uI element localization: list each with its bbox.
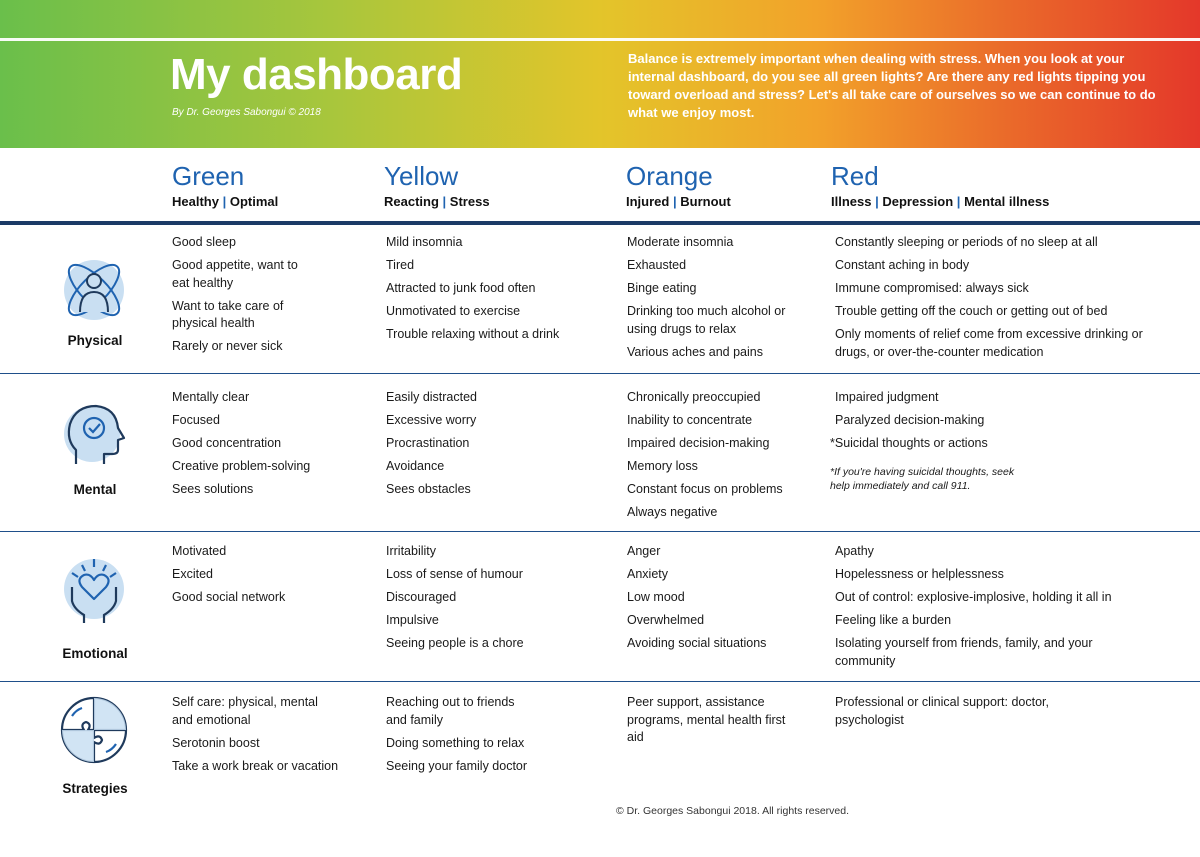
list-item: Constantly sleeping or periods of no sleep at all xyxy=(835,235,1098,249)
column-subtitle xyxy=(831,194,1049,209)
list-item: Anger xyxy=(627,544,661,558)
column-name: Red xyxy=(831,161,879,191)
list-item: Anxiety xyxy=(627,567,668,581)
column-name: Green xyxy=(172,161,245,191)
row-label-physical: Physical xyxy=(67,333,123,348)
column-subtitle xyxy=(626,194,731,209)
list-item: Easily distracted xyxy=(386,390,478,404)
list-item: Irritability xyxy=(386,544,437,558)
list-item: Immune compromised: always sick xyxy=(835,281,1029,295)
row-label-mental: Mental xyxy=(73,482,117,497)
column-name: Yellow xyxy=(384,161,459,191)
list-item: Various aches and pains xyxy=(627,344,763,359)
list-item: Excessive worry xyxy=(386,413,477,427)
list-item: Seeing your family doctor xyxy=(386,758,528,773)
list-item: Professional or clinical support: doctor, psychologist xyxy=(835,695,1049,727)
list-item: Overwhelmed xyxy=(627,613,705,627)
list-item: Loss of sense of humour xyxy=(386,567,523,581)
list-item: Good sleep xyxy=(172,235,236,249)
subtitle-part: Illness xyxy=(831,194,872,209)
list-item: Binge eating xyxy=(627,281,697,295)
list-item: Impaired judgment xyxy=(835,390,939,404)
row-divider xyxy=(0,373,1200,374)
header-divider xyxy=(0,38,1200,41)
emotional-orange-cell xyxy=(627,543,827,658)
separator: | xyxy=(956,194,961,209)
list-item: Impaired decision-making xyxy=(627,436,770,450)
subtitle-part: Mental illness xyxy=(964,194,1050,209)
list-item: Only moments of relief come from excessive drinking or drugs, or over-the-counter medication xyxy=(835,327,1143,359)
subtitle-part: Depression xyxy=(882,194,954,209)
mental-green-cell xyxy=(172,389,372,504)
list-item: Peer support, assistance programs, mental health first aid xyxy=(627,695,786,744)
subtitle-part: Stress xyxy=(449,194,490,209)
subtitle-part: Burnout xyxy=(680,194,731,209)
list-item: Mild insomnia xyxy=(386,235,463,249)
intro-text: Balance is extremely important when dealing with stress. When you look at your internal dashboard, do you see all green lights? Are there any red lights tipping you toward overload and stress? Let's all take care of ourselves so we can continue to do what we enjoy most. xyxy=(628,51,1156,120)
hands-heart-icon xyxy=(58,553,130,625)
list-item: Sees solutions xyxy=(172,482,254,496)
list-item: Good concentration xyxy=(172,436,282,450)
subtitle-part: Healthy xyxy=(172,194,219,209)
list-item: Drinking too much alcohol or using drugs to relax xyxy=(627,304,786,336)
list-item: Trouble getting off the couch or getting out of bed xyxy=(835,304,1108,318)
column-heading-green xyxy=(172,162,278,209)
list-item: Avoidance xyxy=(386,459,445,473)
list-item: Take a work break or vacation xyxy=(172,758,339,773)
physical-yellow-cell xyxy=(386,234,616,349)
list-item: Apathy xyxy=(835,544,874,558)
head-check-icon xyxy=(58,400,130,472)
list-item: Self care: physical, mental and emotional xyxy=(172,695,318,727)
header-banner xyxy=(0,0,1200,148)
list-item: Tired xyxy=(386,258,415,272)
list-item: Inability to concentrate xyxy=(627,413,753,427)
subtitle-part: Reacting xyxy=(384,194,439,209)
page-title: My dashboard xyxy=(170,50,463,99)
list-item: Procrastination xyxy=(386,436,470,450)
list-item: Constant aching in body xyxy=(835,258,970,272)
mental-orange-cell xyxy=(627,389,827,527)
list-item: Reaching out to friends and family xyxy=(386,695,515,727)
list-item: Want to take care of physical health xyxy=(172,298,284,330)
list-item: Good social network xyxy=(172,590,286,604)
physical-red-cell xyxy=(835,234,1175,367)
list-item: Exhausted xyxy=(627,258,687,272)
list-item: Out of control: explosive-implosive, holding it all in xyxy=(835,590,1112,604)
column-heading-yellow xyxy=(384,162,490,209)
separator: | xyxy=(672,194,677,209)
heading-divider xyxy=(0,221,1200,225)
copyright-footer: © Dr. Georges Sabongui 2018. All rights reserved. xyxy=(616,805,850,817)
row-label-strategies: Strategies xyxy=(62,781,128,796)
separator: | xyxy=(875,194,879,209)
strategies-green-cell xyxy=(172,694,372,781)
list-item: Focused xyxy=(172,413,220,427)
column-heading-orange xyxy=(626,162,731,209)
row-divider xyxy=(0,531,1200,532)
list-item: Creative problem-solving xyxy=(172,459,311,473)
row-label-emotional: Emotional xyxy=(62,646,128,661)
physical-orange-cell xyxy=(627,234,807,367)
subtitle-part: Injured xyxy=(626,194,670,209)
list-item: Trouble relaxing without a drink xyxy=(386,327,560,341)
list-item: Unmotivated to exercise xyxy=(386,304,521,318)
list-item: Attracted to junk food often xyxy=(386,281,536,295)
list-item: Good appetite, want to eat healthy xyxy=(172,258,298,290)
list-item: Always negative xyxy=(627,505,718,519)
column-heading-red xyxy=(831,162,1049,209)
column-subtitle xyxy=(384,194,490,209)
subtitle-part: Optimal xyxy=(229,194,279,209)
list-item: Discouraged xyxy=(386,590,457,604)
list-item: Constant focus on problems xyxy=(627,482,783,496)
emotional-green-cell xyxy=(172,543,372,612)
list-item: Avoiding social situations xyxy=(627,636,767,650)
list-item: *Suicidal thoughts or actions xyxy=(830,436,988,450)
list-item: Feeling like a burden xyxy=(835,613,952,627)
person-orbit-icon xyxy=(58,254,130,326)
emotional-red-cell xyxy=(835,543,1175,676)
mental-red-cell xyxy=(830,389,1170,493)
list-item: Excited xyxy=(172,567,213,581)
column-subtitle xyxy=(172,194,278,209)
list-item: Isolating yourself from friends, family, and your community xyxy=(835,636,1093,668)
list-item: Low mood xyxy=(627,590,685,604)
list-item: Memory loss xyxy=(627,459,698,473)
byline: By Dr. Georges Sabongui © 2018 xyxy=(172,107,321,118)
strategies-red-cell xyxy=(835,694,1075,735)
list-item: Hopelessness or helplessness xyxy=(835,567,1004,581)
list-item: Impulsive xyxy=(386,613,439,627)
red-footnote: *If you're having suicidal thoughts, seek help immediately and call 911. xyxy=(830,465,1015,492)
list-item: Mentally clear xyxy=(172,390,250,404)
list-item: Sees obstacles xyxy=(386,482,471,496)
separator: | xyxy=(442,194,447,209)
physical-green-cell xyxy=(172,234,372,361)
row-divider xyxy=(0,681,1200,682)
strategies-orange-cell xyxy=(627,694,787,752)
list-item: Seeing people is a chore xyxy=(386,636,524,650)
list-item: Serotonin boost xyxy=(172,735,260,750)
strategies-yellow-cell xyxy=(386,694,616,781)
list-item: Motivated xyxy=(172,544,227,558)
list-item: Rarely or never sick xyxy=(172,339,283,353)
emotional-yellow-cell xyxy=(386,543,616,658)
separator: | xyxy=(222,194,227,209)
column-name: Orange xyxy=(626,161,713,191)
puzzle-icon xyxy=(58,694,130,766)
mental-yellow-cell xyxy=(386,389,616,504)
list-item: Doing something to relax xyxy=(386,735,525,750)
list-item: Moderate insomnia xyxy=(627,235,734,249)
list-item: Chronically preoccupied xyxy=(627,390,761,404)
list-item: Paralyzed decision-making xyxy=(835,413,985,427)
